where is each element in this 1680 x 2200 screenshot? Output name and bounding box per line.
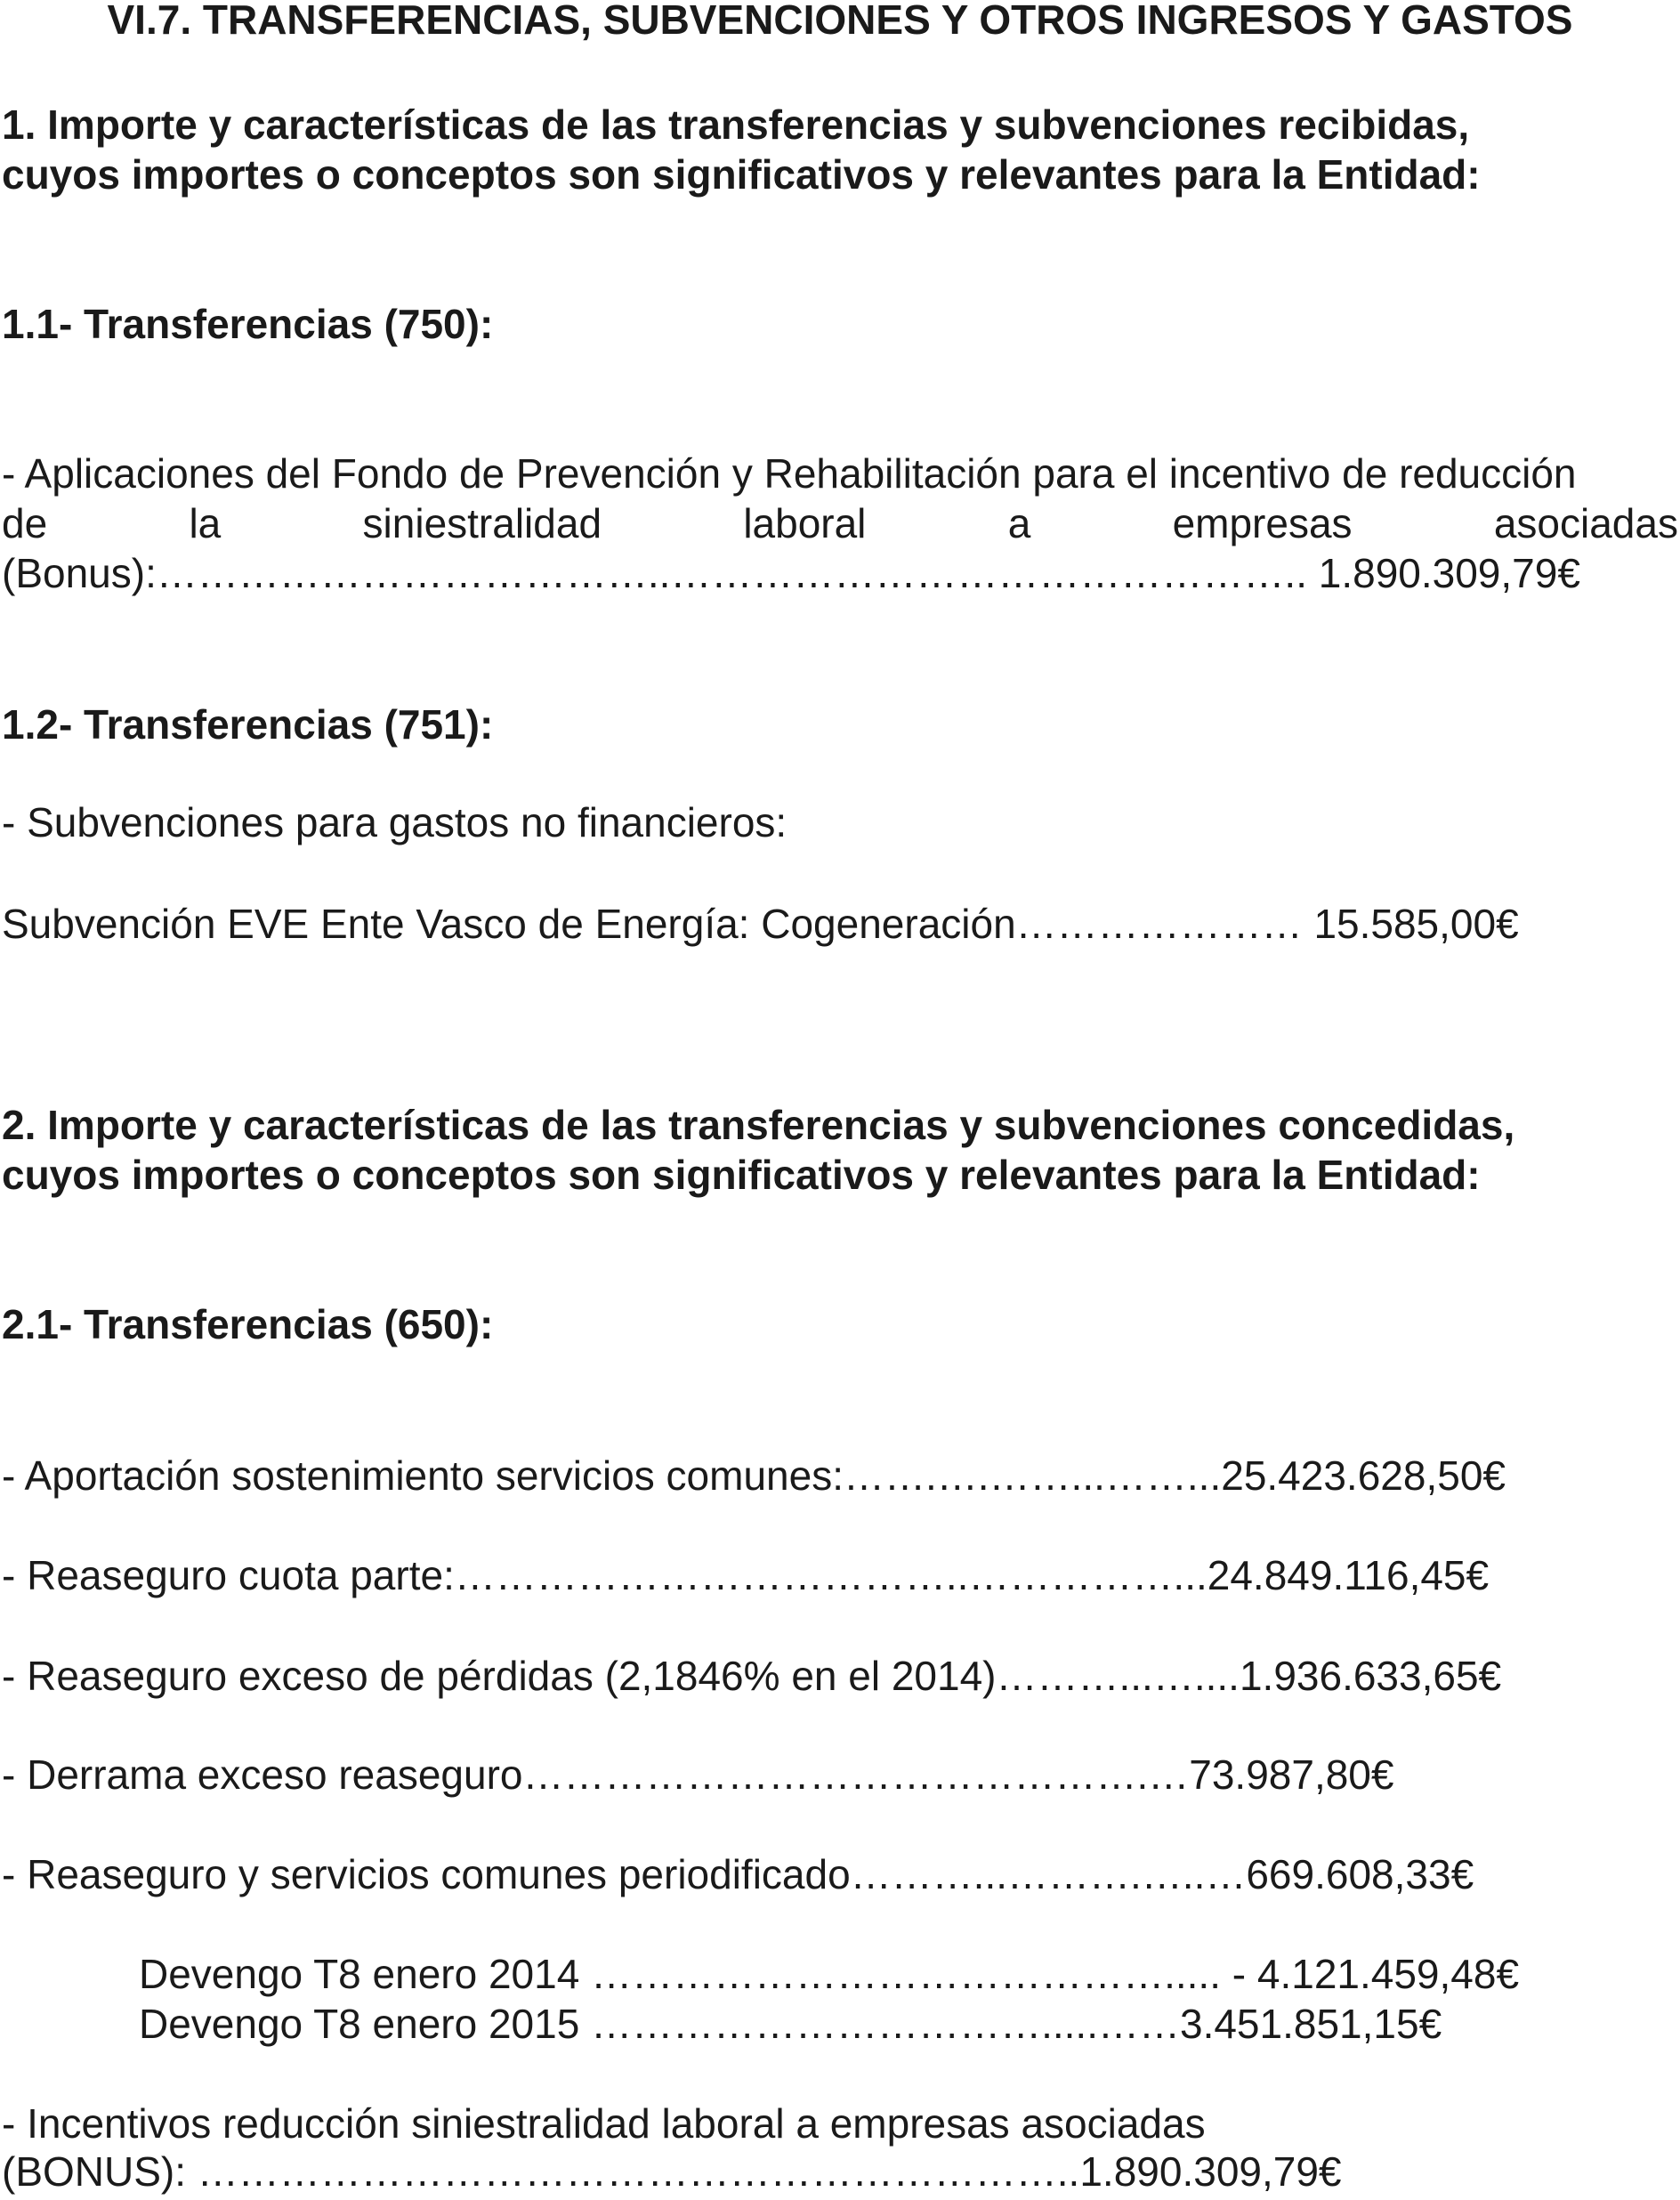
received-heading-line2: cuyos importes o conceptos son significativos y relevantes para la Entidad: [2,151,1481,198]
transfer-751-heading: 1.2- Transferencias (751): [2,701,494,748]
transfer-750-line1: - Aplicaciones del Fondo de Prevención y Rehabilitación para el incentivo de reducción [2,450,1577,497]
transfer-751-subheading: - Subvenciones para gastos no financieros: [2,799,788,845]
bonus-line1: - Incentivos reducción siniestralidad laboral a empresas asociadas [2,2100,1206,2147]
transfer-650-item: - Reaseguro exceso de pérdidas (2,1846% en el 2014)………...…....1.936.633,65€ [2,1653,1502,1699]
word: asociadas [1493,500,1678,546]
transfer-650-item: - Derrama exceso reaseguro……………………………………….…73.987,80€ [2,1751,1394,1798]
transfer-751-item: Subvención EVE Ente Vasco de Energía: Cogeneración………………… 15.585,00€ [2,901,1519,947]
transfer-650-item: - Reaseguro cuota parte:………………………………..……………...24.849.116,45€ [2,1552,1490,1598]
transfer-750-line2 [2,498,1678,548]
word: a [1007,500,1031,546]
word: de [2,500,48,546]
transfer-750-line3: (Bonus):………………………………..……………………………………….. 1.890.309,79€ [2,550,1580,596]
transfer-650-item: - Aportación sostenimiento servicios comunes:…….….……...……...25.423.628,50€ [2,1452,1506,1499]
bonus-line2: (BONUS): ………………………………………………………..1.890.309,79€ [2,2148,1342,2195]
devengo-2014: Devengo T8 enero 2014 ……………………………………..... - 4.121.459,48€ [139,1951,1520,1997]
word: la [189,500,222,546]
granted-heading-line2: cuyos importes o conceptos son significativos y relevantes para la Entidad: [2,1152,1481,1198]
devengo-2015: Devengo T8 enero 2015 …………………………….....……3.451.851,15€ [139,2001,1442,2047]
section-title: VI.7. TRANSFERENCIAS, SUBVENCIONES Y OTROS INGRESOS Y GASTOS [107,0,1573,43]
transfer-650-heading: 2.1- Transferencias (650): [2,1301,494,1347]
received-heading-line1: 1. Importe y características de las transferencias y subvenciones recibidas, [2,101,1470,148]
transfer-650-item: - Reaseguro y servicios comunes periodificado………...……….…..…669.608,33€ [2,1851,1474,1897]
word: empresas [1172,500,1353,546]
granted-heading-line1: 2. Importe y características de las transferencias y subvenciones concedidas, [2,1102,1515,1148]
word: laboral [743,500,867,546]
word: siniestralidad [362,500,602,546]
transfer-750-heading: 1.1- Transferencias (750): [2,301,494,347]
